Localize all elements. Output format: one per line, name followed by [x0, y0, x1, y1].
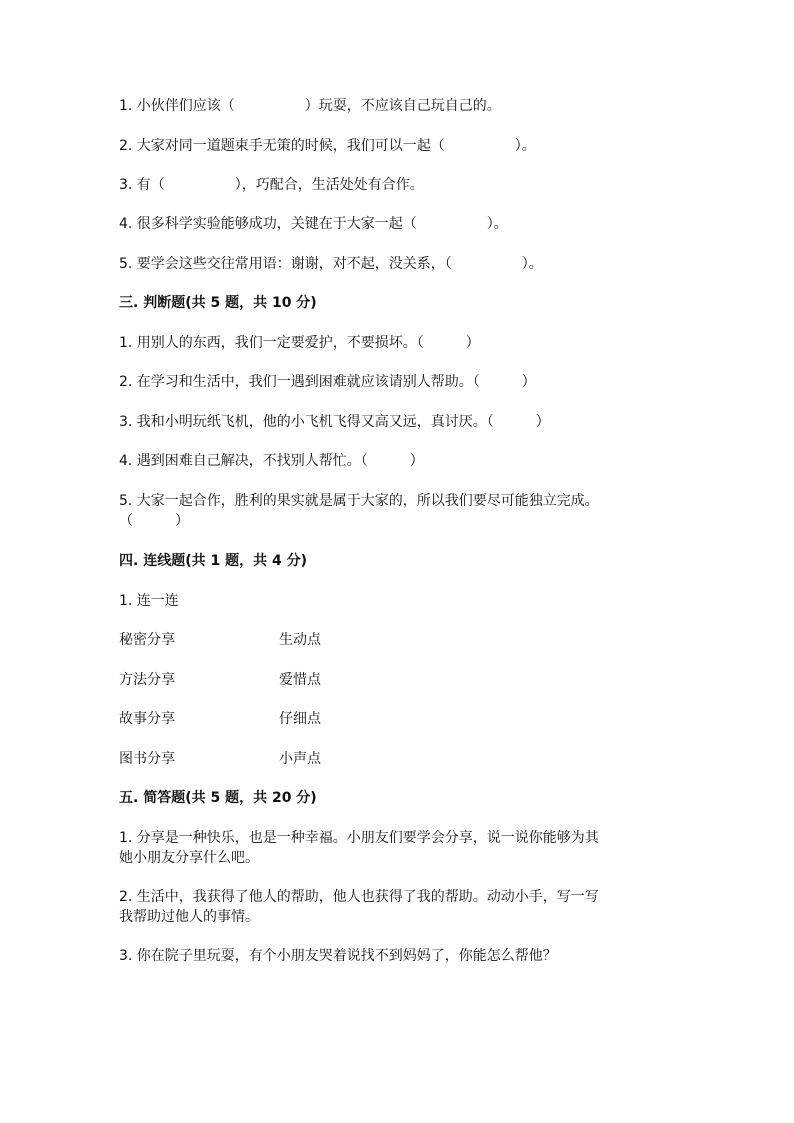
- short-answer-question-2: 2. 生活中，我获得了他人的帮助，他人也获得了我的帮助。动动小手，写一写: [119, 889, 599, 905]
- fill-blank-question-5: 5. 要学会这些交往常用语：谢谢，对不起，没关系，（ ）。: [119, 256, 543, 272]
- matching-prompt: 1. 连一连: [119, 593, 179, 609]
- fill-blank-question-4: 4. 很多科学实验能够成功，关键在于大家一起（ ）。: [119, 216, 508, 232]
- matching-left-item: 图书分享: [119, 751, 175, 767]
- judge-question-3: 3. 我和小明玩纸飞机，他的小飞机飞得又高又远，真讨厌。（ ）: [119, 414, 550, 430]
- fill-blank-question-1: 1. 小伙伴们应该（ ）玩耍，不应该自己玩自己的。: [119, 98, 501, 114]
- judge-question-5-bracket: （ ）: [119, 513, 189, 529]
- short-answer-section-heading: 五. 简答题(共 5 题，共 20 分): [119, 790, 317, 806]
- short-answer-question-1-cont: 她小朋友分享什么吧。: [119, 850, 259, 866]
- matching-right-item: 爱惜点: [279, 672, 321, 688]
- matching-left-item: 故事分享: [119, 711, 175, 727]
- matching-section-heading: 四. 连线题(共 1 题，共 4 分): [119, 553, 307, 569]
- judge-question-5: 5. 大家一起合作，胜利的果实就是属于大家的，所以我们要尽可能独立完成。: [119, 493, 599, 509]
- matching-left-item: 秘密分享: [119, 632, 175, 648]
- short-answer-question-3: 3. 你在院子里玩耍，有个小朋友哭着说找不到妈妈了，你能怎么帮他？: [119, 948, 557, 964]
- short-answer-question-2-cont: 我帮助过他人的事情。: [119, 909, 259, 925]
- judge-section-heading: 三. 判断题(共 5 题，共 10 分): [119, 295, 317, 311]
- judge-question-4: 4. 遇到困难自己解决，不找别人帮忙。（ ）: [119, 453, 424, 469]
- matching-left-item: 方法分享: [119, 672, 175, 688]
- matching-right-item: 仔细点: [279, 711, 321, 727]
- judge-question-2: 2. 在学习和生活中，我们一遇到困难就应该请别人帮助。（ ）: [119, 374, 536, 390]
- matching-right-item: 小声点: [279, 751, 321, 767]
- fill-blank-question-2: 2. 大家对同一道题束手无策的时候，我们可以一起（ ）。: [119, 138, 536, 154]
- fill-blank-question-3: 3. 有（ ），巧配合，生活处处有合作。: [119, 177, 424, 193]
- matching-right-item: 生动点: [279, 632, 321, 648]
- short-answer-question-1: 1. 分享是一种快乐，也是一种幸福。小朋友们要学会分享，说一说你能够为其: [119, 830, 599, 846]
- judge-question-1: 1. 用别人的东西，我们一定要爱护，不要损坏。（ ）: [119, 335, 480, 351]
